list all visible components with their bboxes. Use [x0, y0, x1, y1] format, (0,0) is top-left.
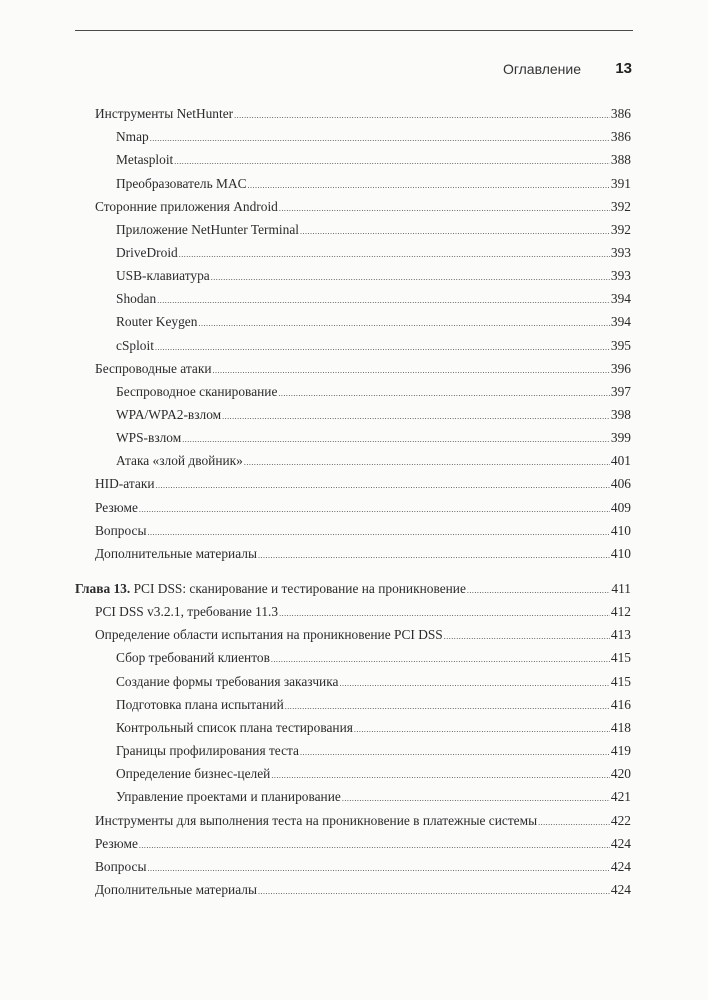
toc-entry-title: Дополнительные материалы	[95, 881, 257, 897]
toc-page-number: 393	[610, 244, 631, 260]
toc-page-number: 388	[610, 152, 631, 168]
toc-page-number: 406	[610, 476, 631, 492]
running-header	[75, 30, 633, 78]
toc-page-number: 418	[610, 719, 631, 735]
toc-section-entry	[95, 858, 631, 875]
dot-leader	[279, 605, 610, 622]
dot-leader	[211, 269, 610, 286]
toc-subsection-entry	[116, 719, 631, 736]
toc-page-number: 386	[610, 129, 631, 145]
header-rule	[75, 30, 633, 31]
toc-entry-title: Дополнительные материалы	[95, 545, 257, 561]
toc-entry-title: Определение бизнес-целей	[116, 766, 271, 782]
toc-subsection-entry	[116, 742, 631, 759]
dot-leader	[244, 454, 610, 471]
toc-subsection-entry	[116, 175, 631, 192]
toc-subsection-entry	[116, 765, 631, 782]
toc-subsection-entry	[116, 406, 631, 423]
toc-subsection-entry	[116, 337, 631, 354]
dot-leader	[222, 408, 610, 425]
dot-leader	[467, 582, 610, 599]
toc-page-number: 415	[610, 673, 631, 689]
toc-page-number: 419	[610, 743, 631, 758]
toc-entry-title: DriveDroid	[116, 244, 178, 260]
toc-entry-title: Сторонние приложения Android	[95, 198, 278, 214]
dot-leader	[174, 153, 610, 170]
toc-entry-title: Shodan	[116, 291, 157, 307]
toc-page-number: 392	[610, 198, 631, 214]
toc-section-entry	[95, 881, 631, 898]
toc-section-entry	[95, 475, 631, 492]
toc-section-entry	[95, 835, 631, 852]
toc-section-entry	[95, 499, 631, 516]
dot-leader	[234, 107, 610, 124]
dot-leader	[147, 860, 609, 877]
toc-entry-title: WPA/WPA2-взлом	[116, 406, 222, 422]
toc-page-number: 410	[610, 545, 631, 561]
dot-leader	[258, 883, 610, 900]
toc-page-number: 421	[610, 789, 631, 805]
toc-entry-title: Приложение NetHunter Terminal	[116, 221, 299, 237]
toc-page-number: 394	[610, 291, 631, 307]
chapter-label: Глава 13.	[75, 581, 131, 596]
dot-leader	[271, 767, 610, 784]
toc-entry-title: Инструменты NetHunter	[95, 106, 234, 121]
toc-entry-title: HID-атаки	[95, 476, 155, 492]
dot-leader	[147, 524, 609, 541]
toc-entry-title: Определение области испытания на проникновение PCI DSS	[95, 627, 443, 643]
toc-entry-title: cSploit	[116, 337, 154, 353]
dot-leader	[279, 200, 610, 217]
toc-page-number: 415	[610, 650, 631, 666]
toc-entry-title: Контрольный список плана тестирования	[116, 719, 353, 735]
dot-leader	[156, 477, 610, 494]
toc-section-entry	[95, 360, 631, 377]
toc-subsection-entry	[116, 673, 631, 690]
toc-page-number: 420	[610, 766, 631, 782]
toc-section-entry	[95, 545, 631, 562]
dot-leader	[139, 837, 610, 854]
toc-entry-title: Управление проектами и планирование	[116, 789, 341, 805]
toc-page-number: 424	[610, 858, 631, 874]
dot-leader	[179, 246, 610, 263]
toc-section-entry	[95, 522, 631, 539]
toc-entry-title: Атака «злой двойник»	[116, 453, 243, 469]
dot-leader	[198, 315, 609, 332]
dot-leader	[258, 547, 610, 564]
toc-subsection-entry	[116, 383, 631, 400]
dot-leader	[339, 675, 609, 692]
dot-leader	[248, 177, 610, 194]
toc-entry-title: Nmap	[116, 129, 149, 145]
toc-page-number: 399	[610, 430, 631, 446]
toc-page-number: 393	[610, 268, 631, 284]
toc-section-entry	[95, 626, 631, 643]
toc-entry-title: USB-клавиатура	[116, 268, 210, 284]
dot-leader	[182, 431, 610, 448]
toc-subsection-entry	[116, 128, 631, 145]
toc-entry-title: Беспроводное сканирование	[116, 383, 278, 399]
toc-page-number: 396	[610, 360, 631, 376]
toc-entry-title: Router Keygen	[116, 314, 198, 330]
toc-page-number: 412	[610, 604, 631, 620]
toc-entry-title: Беспроводные атаки	[95, 360, 212, 376]
toc-entry-title: Создание формы требования заказчика	[116, 673, 339, 689]
toc-chapter-entry	[75, 580, 631, 597]
toc-page-number: 395	[610, 337, 631, 353]
toc-entry-title: Преобразователь MAC	[116, 175, 247, 191]
dot-leader	[300, 744, 610, 761]
toc-entry-title: WPS-взлом	[116, 430, 182, 446]
toc-section-entry	[95, 812, 631, 829]
toc-entry-title: Инструменты для выполнения теста на проникновение в платежные системы	[95, 812, 538, 828]
toc-page-number: 397	[610, 383, 631, 399]
toc-page-number: 424	[610, 835, 631, 851]
toc-page-number: 424	[610, 881, 631, 897]
toc-subsection-entry	[116, 313, 631, 330]
dot-leader	[444, 628, 610, 645]
toc-page-number: 422	[610, 812, 631, 828]
dot-leader	[354, 721, 610, 738]
dot-leader	[150, 130, 610, 147]
dot-leader	[300, 223, 610, 240]
toc-page-number: 386	[610, 106, 631, 121]
header-page-number: 13	[615, 60, 632, 77]
toc-subsection-entry	[116, 788, 631, 805]
toc-subsection-entry	[116, 649, 631, 666]
toc-entry-title: Границы профилирования теста	[116, 743, 299, 758]
toc-section-entry	[95, 105, 631, 122]
toc-page-number: 401	[610, 453, 631, 469]
toc-page-number: 391	[610, 175, 631, 191]
toc-entry-title: Вопросы	[95, 522, 147, 538]
toc-entry-title: Сбор требований клиентов	[116, 650, 270, 666]
toc-page-number: 410	[610, 522, 631, 538]
toc-section-entry	[95, 603, 631, 620]
toc-entry-title: Резюме	[95, 835, 138, 851]
dot-leader	[278, 385, 609, 402]
toc-entry-title: Metasploit	[116, 152, 174, 168]
toc-section-entry	[95, 198, 631, 215]
dot-leader	[538, 814, 610, 831]
toc-subsection-entry	[116, 267, 631, 284]
dot-leader	[342, 790, 610, 807]
toc-subsection-entry	[116, 290, 631, 307]
toc-subsection-entry	[116, 696, 631, 713]
dot-leader	[285, 698, 610, 715]
dot-leader	[213, 362, 610, 379]
dot-leader	[139, 501, 610, 518]
toc-entry-title	[75, 580, 466, 597]
toc-entry-title: Резюме	[95, 499, 138, 515]
dot-leader	[155, 339, 610, 356]
toc-subsection-entry	[116, 151, 631, 168]
toc-subsection-entry	[116, 452, 631, 469]
toc-page-number: 398	[610, 406, 631, 422]
toc-entry-title: Вопросы	[95, 858, 147, 874]
toc-subsection-entry	[116, 221, 631, 238]
toc-entry-title: PCI DSS v3.2.1, требование 11.3	[95, 604, 279, 620]
toc-page-number: 413	[610, 627, 631, 643]
toc-subsection-entry	[116, 429, 631, 446]
toc-page-number: 416	[610, 696, 631, 712]
toc-page-number: 392	[610, 221, 631, 237]
toc-subsection-entry	[116, 244, 631, 261]
toc-entry-title: Подготовка плана испытаний	[116, 696, 284, 712]
chapter-title: PCI DSS: сканирование и тестирование на проникновение	[133, 581, 466, 596]
dot-leader	[157, 292, 610, 309]
toc-page-number: 394	[610, 314, 631, 330]
header-title: Оглавление	[502, 61, 581, 77]
dot-leader	[271, 651, 610, 668]
toc-page-number: 409	[610, 499, 631, 515]
toc-page-number: 411	[611, 581, 631, 596]
